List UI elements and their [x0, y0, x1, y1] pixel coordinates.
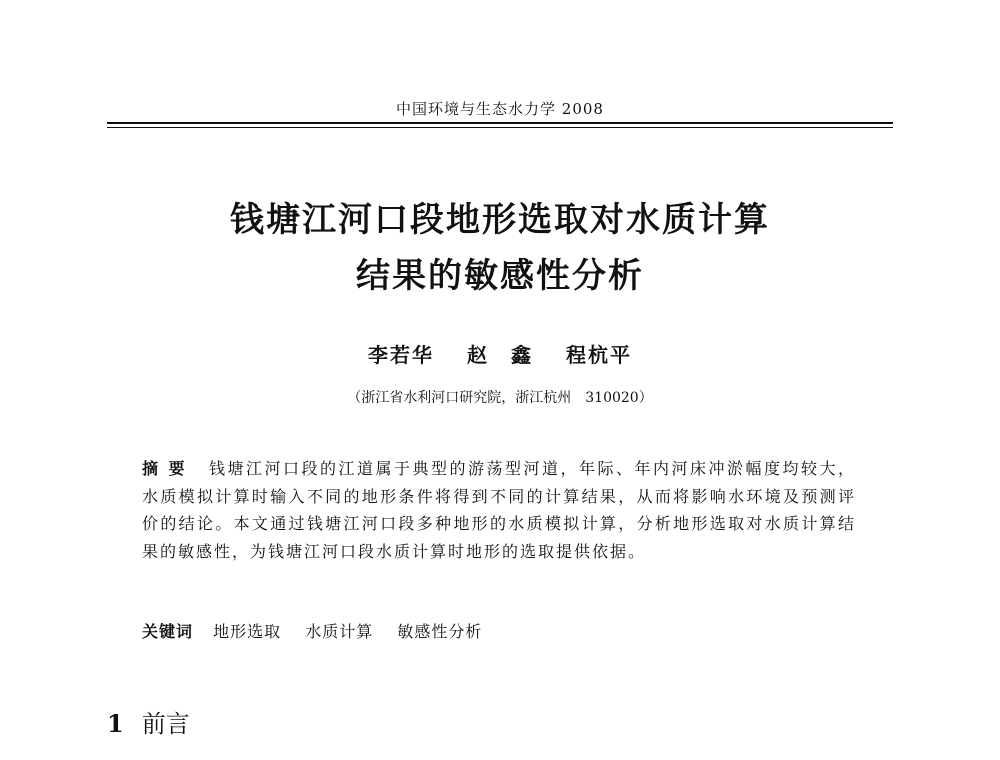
author-2: 赵 鑫: [467, 343, 533, 367]
author-list: [0, 339, 1000, 368]
keywords-label: 关键词: [142, 622, 194, 641]
header-rule-thick: [107, 122, 893, 124]
abstract-text: 钱塘江河口段的江道属于典型的游荡型河道，年际、年内河床冲淤幅度均较大，水质模拟计算时输入不同的地形条件将得到不同的计算结果，从而将影响水环境及预测评价的结论。本文通过钱塘江河口段多种地形的水质模拟计算，分析地形选取对水质计算结果的敏感性，为钱塘江河口段水质计算时地形的选取提供依据。: [142, 459, 856, 561]
affiliation: （浙江省水利河口研究院，浙江杭州 310020）: [347, 390, 653, 406]
keywords: [142, 619, 856, 642]
abstract: [142, 455, 856, 565]
author-3: 程杭平: [565, 343, 632, 367]
section-heading: [107, 704, 190, 739]
section-number: 1: [107, 709, 124, 738]
paper-title-line-2: 结果的敏感性分析: [356, 256, 644, 296]
keyword-3: 敏感性分析: [397, 622, 483, 641]
abstract-label: 摘要: [142, 459, 195, 478]
section-title: 前言: [141, 710, 190, 738]
paper-title-line-1: 钱塘江河口段地形选取对水质计算: [230, 200, 770, 240]
keyword-1: 地形选取: [213, 622, 282, 641]
header-rule-thin: [107, 127, 893, 128]
author-1: 李若华: [368, 343, 435, 367]
running-header: 中国环境与生态水力学 2008: [396, 100, 604, 118]
keyword-2: 水质计算: [305, 622, 374, 641]
